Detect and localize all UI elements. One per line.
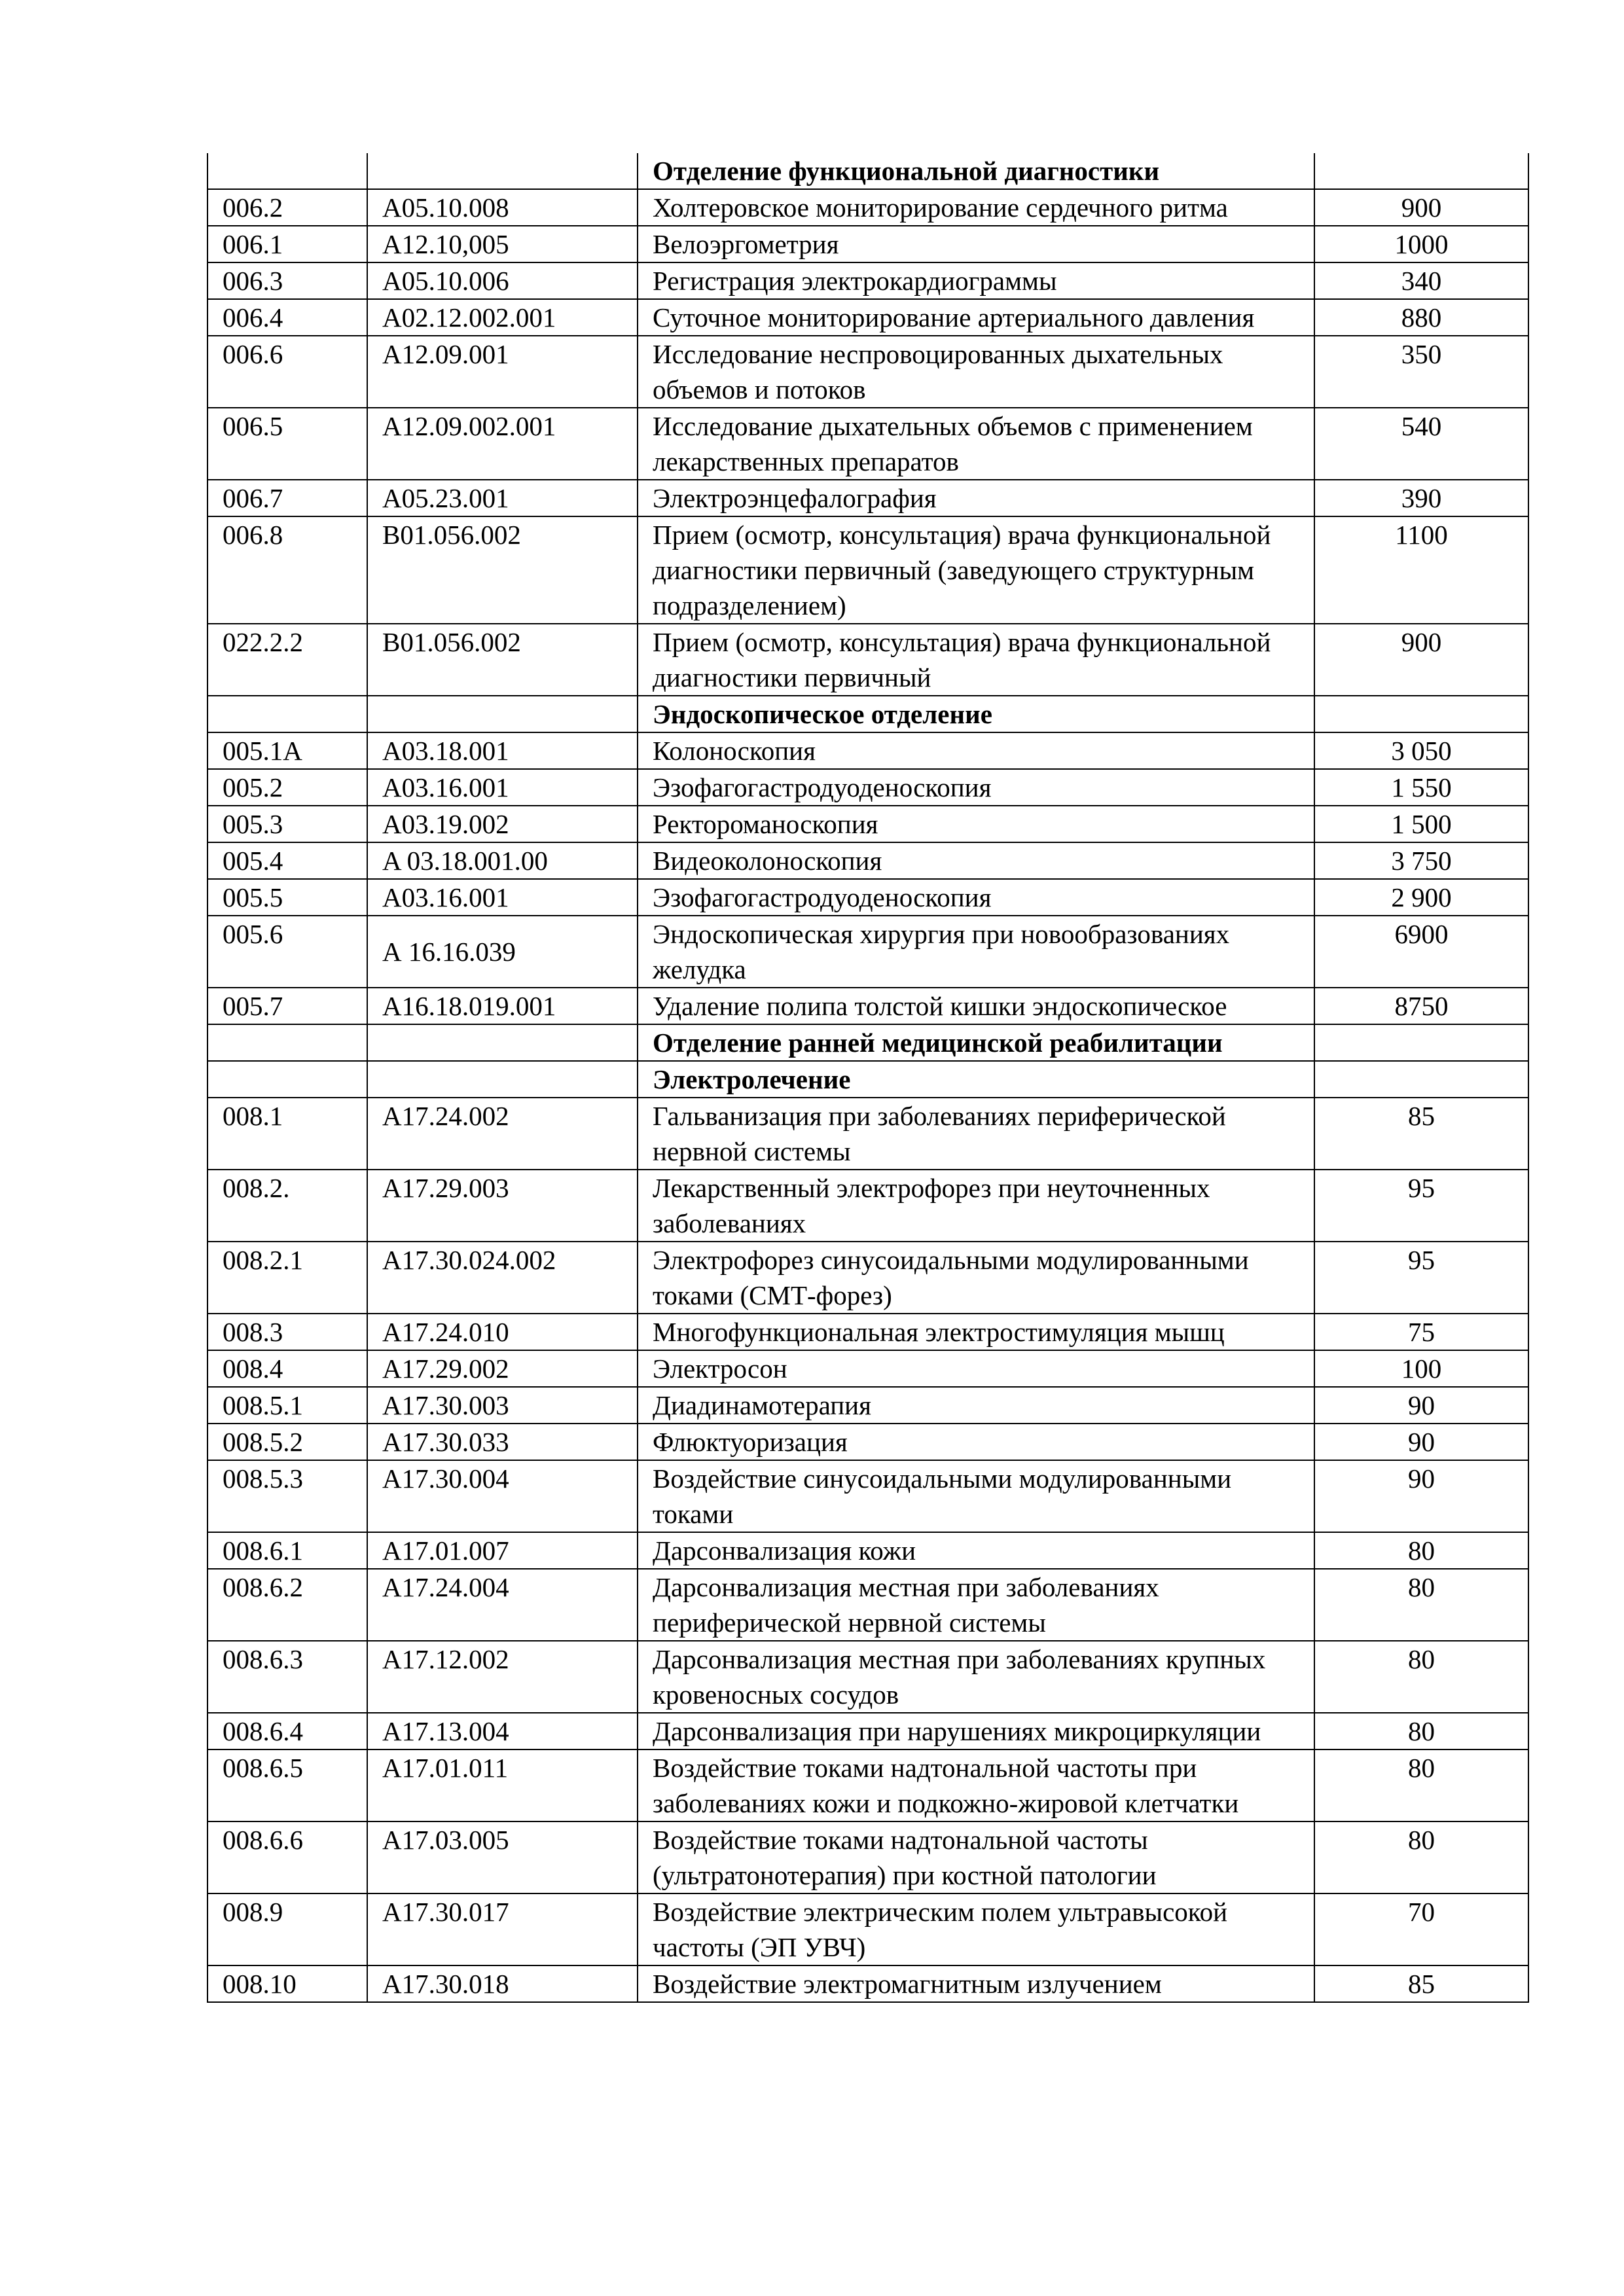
row-code-cell: 008.6.5 (208, 1749, 367, 1821)
table-row (208, 262, 1528, 299)
service-name-cell: Исследование дыхательных объемов с применением лекарственных препаратов (638, 408, 1314, 480)
row-code-cell: 005.2 (208, 769, 367, 806)
table-row (208, 1170, 1528, 1242)
price-cell (1314, 153, 1528, 189)
table-row (208, 1242, 1528, 1314)
row-code-cell: 005.7 (208, 988, 367, 1024)
service-code-cell: A17.29.002 (367, 1350, 638, 1387)
service-name-cell: Диадинамотерапия (638, 1387, 1314, 1424)
section-title: Отделение ранней медицинской реабилитации (638, 1024, 1314, 1061)
price-cell: 340 (1314, 262, 1528, 299)
table-row (208, 1460, 1528, 1532)
service-name-cell: Видеоколоноскопия (638, 842, 1314, 879)
table-row (208, 189, 1528, 226)
table-row (208, 1821, 1528, 1893)
service-code-cell: A17.30.017 (367, 1893, 638, 1965)
row-code-cell: 006.2 (208, 189, 367, 226)
price-cell: 1100 (1314, 516, 1528, 624)
section-title: Отделение функциональной диагностики (638, 153, 1314, 189)
price-cell: 90 (1314, 1424, 1528, 1460)
service-name-cell: Ректороманоскопия (638, 806, 1314, 842)
table-row (208, 988, 1528, 1024)
service-code-cell (367, 1024, 638, 1061)
table-row (208, 732, 1528, 769)
row-code-cell: 006.1 (208, 226, 367, 262)
service-name-cell: Флюктуоризация (638, 1424, 1314, 1460)
service-name-cell: Регистрация электрокардиограммы (638, 262, 1314, 299)
table-row (208, 1893, 1528, 1965)
price-cell: 80 (1314, 1532, 1528, 1569)
service-name-cell: Гальванизация при заболеваниях периферической нервной системы (638, 1098, 1314, 1170)
section-title: Электролечение (638, 1061, 1314, 1098)
price-cell: 1 550 (1314, 769, 1528, 806)
price-cell: 80 (1314, 1641, 1528, 1713)
row-code-cell: 005.3 (208, 806, 367, 842)
row-code-cell: 006.7 (208, 480, 367, 516)
price-cell: 95 (1314, 1170, 1528, 1242)
price-cell: 900 (1314, 624, 1528, 696)
service-code-cell: A03.16.001 (367, 879, 638, 916)
price-cell: 6900 (1314, 916, 1528, 988)
row-code-cell: 008.6.3 (208, 1641, 367, 1713)
service-code-cell: B01.056.002 (367, 516, 638, 624)
service-code-cell: A03.18.001 (367, 732, 638, 769)
price-cell: 3 750 (1314, 842, 1528, 879)
price-cell: 80 (1314, 1713, 1528, 1749)
service-code-cell: A12.10,005 (367, 226, 638, 262)
price-cell: 2 900 (1314, 879, 1528, 916)
row-code-cell (208, 1061, 367, 1098)
section-header-row (208, 696, 1528, 732)
table-row (208, 842, 1528, 879)
service-code-cell: A17.24.002 (367, 1098, 638, 1170)
row-code-cell (208, 696, 367, 732)
price-cell: 85 (1314, 1098, 1528, 1170)
service-name-cell: Дарсонвализация при нарушениях микроциркуляции (638, 1713, 1314, 1749)
table-row (208, 1713, 1528, 1749)
table-row (208, 1532, 1528, 1569)
service-name-cell: Воздействие электромагнитным излучением (638, 1965, 1314, 2002)
table-row (208, 1098, 1528, 1170)
service-name-cell: Воздействие токами надтональной частоты при заболеваниях кожи и подкожно-жировой клетчатки (638, 1749, 1314, 1821)
service-name-cell: Электрофорез синусоидальными модулированными токами (СМТ-форез) (638, 1242, 1314, 1314)
service-name-cell: Многофункциональная электростимуляция мышц (638, 1314, 1314, 1350)
section-header-row (208, 1024, 1528, 1061)
service-code-cell: A17.29.003 (367, 1170, 638, 1242)
table-row (208, 1965, 1528, 2002)
service-name-cell: Лекарственный электрофорез при неуточненных заболеваниях (638, 1170, 1314, 1242)
table-row (208, 516, 1528, 624)
price-cell: 90 (1314, 1387, 1528, 1424)
price-cell: 70 (1314, 1893, 1528, 1965)
service-name-cell: Эзофагогастродуоденоскопия (638, 879, 1314, 916)
row-code-cell: 008.6.4 (208, 1713, 367, 1749)
table-row (208, 1641, 1528, 1713)
service-code-cell (367, 1061, 638, 1098)
price-cell: 880 (1314, 299, 1528, 336)
service-code-cell: A17.24.010 (367, 1314, 638, 1350)
price-cell: 90 (1314, 1460, 1528, 1532)
service-name-cell: Холтеровское мониторирование сердечного ритма (638, 189, 1314, 226)
service-code-cell: A05.10.008 (367, 189, 638, 226)
table-row (208, 1314, 1528, 1350)
row-code-cell: 008.6.6 (208, 1821, 367, 1893)
row-code-cell: 005.5 (208, 879, 367, 916)
price-cell: 1 500 (1314, 806, 1528, 842)
price-cell: 80 (1314, 1749, 1528, 1821)
row-code-cell (208, 153, 367, 189)
row-code-cell: 008.9 (208, 1893, 367, 1965)
service-code-cell: A17.24.004 (367, 1569, 638, 1641)
table-row (208, 336, 1528, 408)
row-code-cell: 008.2.1 (208, 1242, 367, 1314)
table-row (208, 1569, 1528, 1641)
section-header-row (208, 153, 1528, 189)
service-name-cell: Суточное мониторирование артериального давления (638, 299, 1314, 336)
price-cell (1314, 1024, 1528, 1061)
service-code-cell: A17.13.004 (367, 1713, 638, 1749)
service-name-cell: Воздействие токами надтональной частоты (ультратонотерапия) при костной патологии (638, 1821, 1314, 1893)
service-code-cell: А 16.16.039 (367, 916, 638, 988)
table-row (208, 624, 1528, 696)
service-name-cell: Удаление полипа толстой кишки эндоскопическое (638, 988, 1314, 1024)
service-code-cell: A 03.18.001.00 (367, 842, 638, 879)
service-code-cell: A17.30.033 (367, 1424, 638, 1460)
service-name-cell: Прием (осмотр, консультация) врача функциональной диагностики первичный (638, 624, 1314, 696)
price-cell: 80 (1314, 1821, 1528, 1893)
row-code-cell: 006.4 (208, 299, 367, 336)
service-code-cell: A05.23.001 (367, 480, 638, 516)
service-code-cell: A17.30.003 (367, 1387, 638, 1424)
service-code-cell: B01.056.002 (367, 624, 638, 696)
price-cell (1314, 696, 1528, 732)
price-cell: 75 (1314, 1314, 1528, 1350)
section-header-row (208, 1061, 1528, 1098)
row-code-cell: 008.5.1 (208, 1387, 367, 1424)
service-name-cell: Дарсонвализация местная при заболеваниях крупных кровеносных сосудов (638, 1641, 1314, 1713)
row-code-cell: 006.3 (208, 262, 367, 299)
table-row (208, 1424, 1528, 1460)
service-code-cell: A17.30.024.002 (367, 1242, 638, 1314)
service-name-cell: Эзофагогастродуоденоскопия (638, 769, 1314, 806)
service-code-cell: А16.18.019.001 (367, 988, 638, 1024)
service-code-cell (367, 153, 638, 189)
row-code-cell: 008.10 (208, 1965, 367, 2002)
row-code-cell: 008.6.2 (208, 1569, 367, 1641)
service-name-cell: Исследование неспровоцированных дыхательных объемов и потоков (638, 336, 1314, 408)
row-code-cell: 008.5.2 (208, 1424, 367, 1460)
table-row (208, 1387, 1528, 1424)
row-code-cell: 005.1А (208, 732, 367, 769)
row-code-cell: 008.4 (208, 1350, 367, 1387)
section-title: Эндоскопическое отделение (638, 696, 1314, 732)
service-code-cell: A17.01.007 (367, 1532, 638, 1569)
price-cell: 540 (1314, 408, 1528, 480)
row-code-cell: 008.2. (208, 1170, 367, 1242)
service-name-cell: Электроэнцефалография (638, 480, 1314, 516)
price-cell: 900 (1314, 189, 1528, 226)
table-row (208, 408, 1528, 480)
service-name-cell: Колоноскопия (638, 732, 1314, 769)
row-code-cell: 005.4 (208, 842, 367, 879)
price-cell: 85 (1314, 1965, 1528, 2002)
row-code-cell: 008.1 (208, 1098, 367, 1170)
table-row (208, 226, 1528, 262)
service-code-cell: A02.12.002.001 (367, 299, 638, 336)
service-name-cell: Дарсонвализация местная при заболеваниях периферической нервной системы (638, 1569, 1314, 1641)
table-row (208, 806, 1528, 842)
service-code-cell: A17.03.005 (367, 1821, 638, 1893)
row-code-cell: 022.2.2 (208, 624, 367, 696)
service-code-cell: A12.09.002.001 (367, 408, 638, 480)
price-cell: 3 050 (1314, 732, 1528, 769)
service-code-cell: A12.09.001 (367, 336, 638, 408)
service-name-cell: Электросон (638, 1350, 1314, 1387)
table-row (208, 480, 1528, 516)
price-cell: 8750 (1314, 988, 1528, 1024)
price-cell: 95 (1314, 1242, 1528, 1314)
row-code-cell: 008.6.1 (208, 1532, 367, 1569)
price-cell: 100 (1314, 1350, 1528, 1387)
service-name-cell: Прием (осмотр, консультация) врача функциональной диагностики первичный (заведующего структурным подразделением) (638, 516, 1314, 624)
service-code-cell (367, 696, 638, 732)
table-row (208, 769, 1528, 806)
price-cell: 80 (1314, 1569, 1528, 1641)
row-code-cell: 006.5 (208, 408, 367, 480)
price-cell: 350 (1314, 336, 1528, 408)
price-cell: 1000 (1314, 226, 1528, 262)
service-code-cell: A17.12.002 (367, 1641, 638, 1713)
service-name-cell: Воздействие синусоидальными модулированными токами (638, 1460, 1314, 1532)
service-code-cell: A17.01.011 (367, 1749, 638, 1821)
table-row (208, 916, 1528, 988)
service-name-cell: Велоэргометрия (638, 226, 1314, 262)
service-code-cell: A03.16.001 (367, 769, 638, 806)
row-code-cell: 006.6 (208, 336, 367, 408)
row-code-cell (208, 1024, 367, 1061)
table-row (208, 299, 1528, 336)
service-name-cell: Эндоскопическая хирургия при новообразованиях желудка (638, 916, 1314, 988)
service-name-cell: Воздействие электрическим полем ультравысокой частоты (ЭП УВЧ) (638, 1893, 1314, 1965)
table-row (208, 1350, 1528, 1387)
service-code-cell: A03.19.002 (367, 806, 638, 842)
row-code-cell: 006.8 (208, 516, 367, 624)
service-code-cell: A05.10.006 (367, 262, 638, 299)
price-list-table (207, 153, 1529, 2003)
row-code-cell: 008.5.3 (208, 1460, 367, 1532)
service-name-cell: Дарсонвализация кожи (638, 1532, 1314, 1569)
row-code-cell: 008.3 (208, 1314, 367, 1350)
table-row (208, 1749, 1528, 1821)
price-list-body (208, 153, 1528, 2002)
row-code-cell: 005.6 (208, 916, 367, 988)
service-code-cell: A17.30.018 (367, 1965, 638, 2002)
price-cell: 390 (1314, 480, 1528, 516)
table-row (208, 879, 1528, 916)
price-cell (1314, 1061, 1528, 1098)
service-code-cell: A17.30.004 (367, 1460, 638, 1532)
